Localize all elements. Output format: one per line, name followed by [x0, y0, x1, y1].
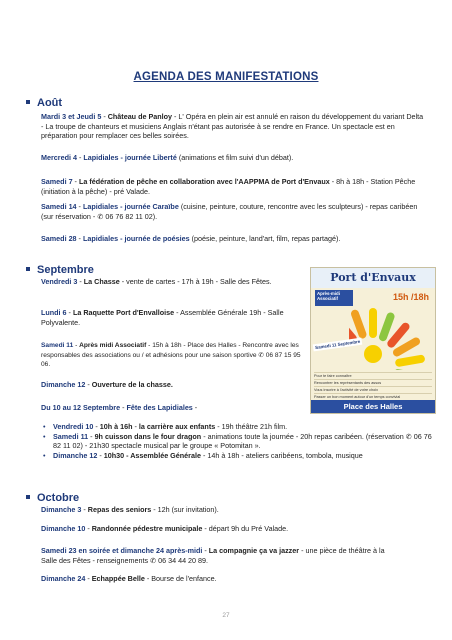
event-sep: -: [85, 524, 92, 533]
event-text: - 8h à 18h - Station Pêche (initiation à la pêche) - pré Valade.: [41, 177, 416, 196]
event-text: - 14h à 18h - ateliers caribéens, tombola, musique: [200, 450, 363, 460]
event-name: 9h cuisson dans le four dragon: [94, 431, 202, 441]
month-label: Août: [37, 97, 63, 109]
bullet-icon: [26, 100, 30, 104]
event-name: Randonnée pédestre municipale: [91, 524, 203, 533]
event-aout-2: [41, 153, 426, 163]
event-date: Vendredi 3: [41, 277, 78, 286]
event-sep: -: [202, 546, 209, 555]
event-sept-1: [41, 277, 303, 287]
event-sep: -: [76, 202, 83, 211]
event-name: 10h30 - Assemblée Générale: [103, 450, 201, 460]
event-text: - 12h (sur invitation).: [151, 505, 219, 514]
poster-line: Pour te faire connaître: [314, 372, 432, 379]
event-sep: -: [76, 234, 83, 243]
event-oct-3: [41, 546, 401, 565]
event-date: Dimanche 24: [41, 574, 86, 583]
event-sep: -: [132, 422, 139, 431]
month-heading-septembre: [26, 264, 94, 276]
event-aout-1: [41, 112, 426, 141]
event-sep: -: [66, 308, 73, 317]
event-date: Mercredi 4: [41, 153, 77, 162]
event-sept-2: [41, 308, 303, 327]
event-date: Vendredi 10: [53, 422, 94, 431]
event-text: - Bourse de l'enfance.: [144, 574, 217, 583]
bullet-icon: [26, 495, 30, 499]
event-date: Mardi 3 et Jeudi 5: [41, 112, 102, 121]
poster-hours: 15h /18h: [392, 292, 429, 302]
event-name: La fédération de pêche en collaboration avec l'AAPPMA de Port d'Envaux: [78, 177, 330, 186]
event-name: Lapidiales - journée Liberté: [83, 153, 177, 162]
event-date: Dimanche 12: [53, 450, 98, 460]
event-sep: -: [85, 380, 92, 389]
event-sep: -: [88, 431, 95, 441]
event-date: Samedi 23 en soirée et dimanche 24 après-midi: [41, 546, 203, 555]
event-oct-2: [41, 524, 426, 534]
event-name: Repas des seniors: [87, 505, 152, 514]
event-sep: -: [77, 277, 84, 286]
event-name: Ouverture de la chasse.: [91, 380, 173, 389]
event-sep: -: [97, 450, 104, 460]
event-sep: -: [81, 505, 88, 514]
month-label: Octobre: [37, 492, 80, 504]
bullet-icon: [26, 267, 30, 271]
event-name: la carrière aux enfants: [138, 422, 216, 431]
event-aout-3: [41, 177, 416, 196]
event-text: - 19h théâtre 21h film.: [215, 422, 288, 431]
event-oct-1: [41, 505, 426, 515]
event-text: - départ 9h du Pré Valade.: [202, 524, 289, 533]
event-text: - une pièce de théâtre à la Salle des Fêtes - renseignements ✆ 06 34 44 20 89.: [41, 546, 385, 565]
month-heading-aout: [26, 97, 62, 109]
event-poster-image: [310, 267, 436, 414]
event-aout-4: [41, 202, 426, 221]
event-name: La Chasse: [83, 277, 120, 286]
page-title: AGENDA DES MANIFESTATIONS: [133, 71, 319, 83]
event-name: La compagnie ça va jazzer: [208, 546, 300, 555]
event-name: La Raquette Port d'Envalloise: [72, 308, 175, 317]
event-text: - animations toute la journée - 20h repas caribéen. (réservation ✆ 06 76 82 11 02) - 21h30 spectacle musical par le groupe « Potomitan ».: [53, 431, 432, 451]
event-text: -: [192, 403, 198, 412]
list-item: [41, 432, 433, 451]
event-name: Echappée Belle: [91, 574, 145, 583]
event-name: 10h à 16h: [99, 422, 133, 431]
event-date: Du 10 au 12 Septembre: [41, 403, 121, 412]
event-name: Lapidiales - journée de poésies: [82, 234, 190, 243]
page-number: 27: [222, 612, 230, 619]
poster-line: Passer un bon moment autour d'un temps convivial: [314, 393, 432, 400]
event-date: Samedi 7: [41, 177, 73, 186]
month-heading-octobre: [26, 492, 79, 504]
event-oct-4: [41, 574, 426, 584]
event-name: Château de Panloy: [107, 112, 173, 121]
poster-box: Après-midi Associatif: [315, 290, 353, 306]
event-text: - 15h à 18h - Place des Halles - Rencontre avec les responsables des associations ou / et adhésions pour une saison sportive ✆ 06 87 15 95 06.: [41, 342, 301, 369]
poster-line: Vous inscrire à l'activité de votre choix: [314, 386, 432, 393]
event-sept-3: [41, 341, 303, 370]
event-text: - Assemblée Générale 19h - Salle Polyvalente.: [41, 308, 284, 327]
event-date: Samedi 11: [53, 431, 89, 441]
event-sept-4: [41, 380, 303, 390]
poster-footer: Place des Halles: [311, 400, 435, 413]
event-date: Samedi 14: [41, 202, 77, 211]
sept-festival-list: [41, 422, 436, 460]
poster-title: Port d'Envaux: [311, 268, 435, 288]
list-item: [41, 451, 448, 461]
event-aout-5: [41, 234, 426, 244]
event-sep: -: [72, 177, 79, 186]
event-date: Dimanche 3: [41, 505, 82, 514]
event-date: Dimanche 12: [41, 380, 86, 389]
list-item: [41, 422, 293, 432]
event-name: Lapidiales - journée Caraïbe: [82, 202, 179, 211]
event-name: Fête des Lapidiales: [126, 403, 193, 412]
event-sep: -: [76, 153, 84, 162]
event-date: Samedi 11: [41, 342, 74, 349]
poster-lines: [314, 372, 432, 400]
month-label: Septembre: [37, 264, 94, 276]
event-sep: -: [93, 422, 100, 431]
event-name: Après midi Associatif: [79, 342, 147, 349]
event-text: (poésie, peinture, land'art, film, repas partagé).: [189, 234, 341, 243]
event-sept-5: [41, 403, 303, 413]
event-sep: -: [101, 112, 108, 121]
event-text: (cuisine, peinture, couture, rencontre avec les sculpteurs) - repas caribéen (sur réservation - ✆ 06 76 82 11 02).: [41, 202, 418, 221]
event-date: Samedi 28: [41, 234, 77, 243]
event-sep: -: [73, 342, 80, 349]
event-date: Dimanche 10: [41, 524, 86, 533]
event-date: Lundi 6: [41, 308, 67, 317]
event-sep: -: [85, 574, 92, 583]
event-sep: -: [120, 403, 127, 412]
poster-line: Rencontrer les représentants des assos: [314, 379, 432, 386]
event-text: - vente de cartes - 17h à 19h - Salle des Fêtes.: [119, 277, 272, 286]
poster-date: Samedi 11 Septembre: [313, 338, 363, 352]
event-text: - L' Opéra en plein air est annulé en raison du développement du variant Delta - La troupe de chanteurs et musiciens Anglais n'étant pas autorisée à se rendre en France. Un spectacle est en préparation pour remplacer ces belles soirées.: [41, 112, 424, 141]
event-text: (animations et film suivi d'un débat).: [176, 153, 294, 162]
